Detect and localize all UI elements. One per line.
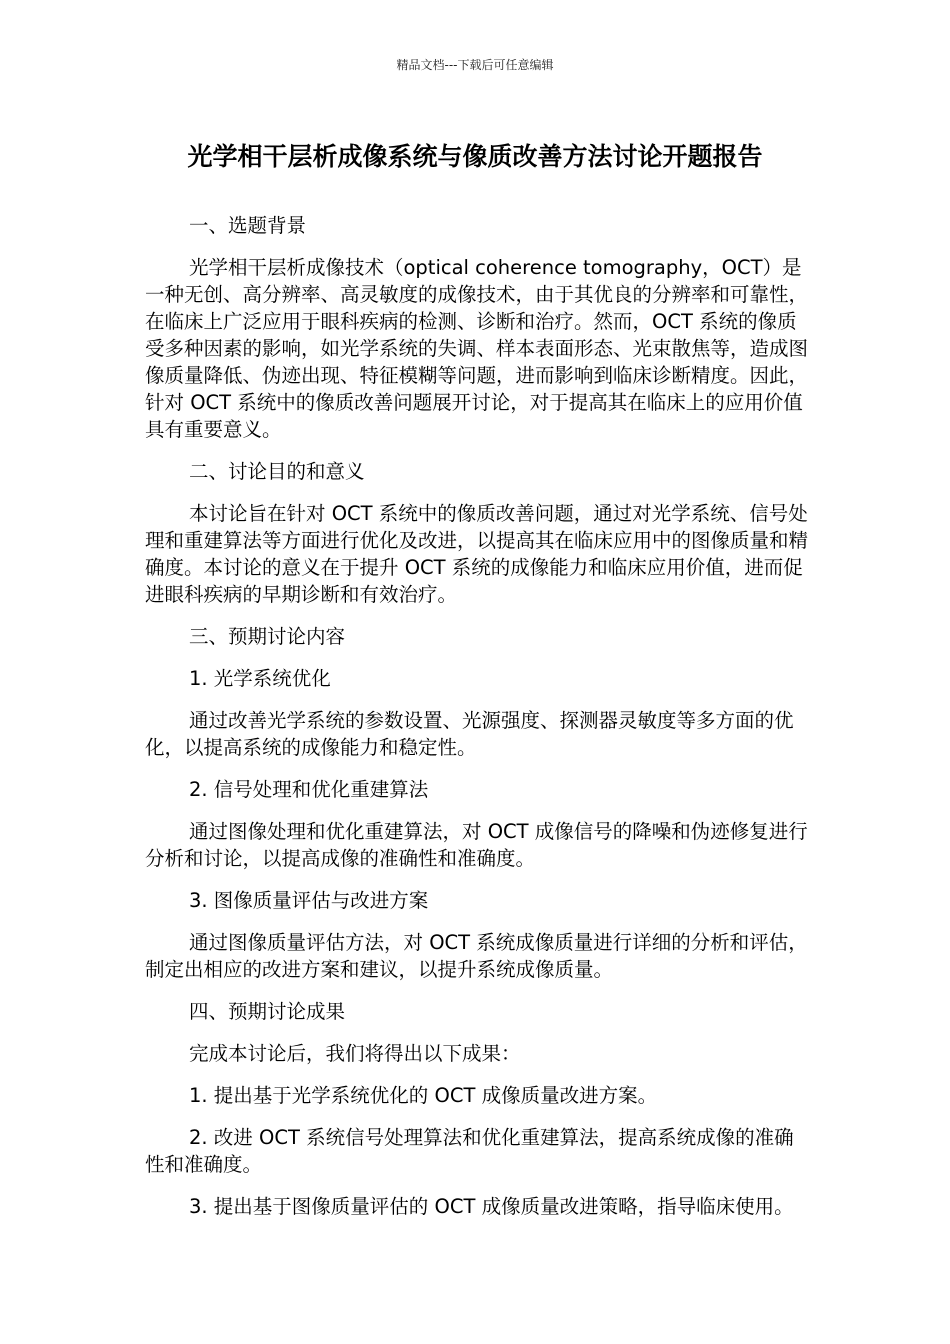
subheading-quality: 3. 图像质量评估与改进方案	[189, 889, 429, 912]
section-heading-purpose: 二、讨论目的和意义	[189, 460, 365, 483]
paragraph-purpose: 本讨论旨在针对 OCT 系统中的像质改善问题，通过对光学系统、信号处理和重建算法等方面进行优化及改进，以提高其在临床应用中的图像质量和精确度。本讨论的意义在于提升 OCT 系统的成像能力和临床应用价值，进而促进眼科疾病的早期诊断和有效治疗。	[145, 502, 809, 606]
section-heading-results: 四、预期讨论成果	[189, 1000, 346, 1023]
section-heading-background: 一、选题背景	[189, 214, 307, 237]
header-note: 精品文档---下载后可任意编辑	[396, 58, 554, 72]
result-item-1: 1. 提出基于光学系统优化的 OCT 成像质量改进方案。	[189, 1084, 658, 1107]
paragraph-quality: 通过图像质量评估方法，对 OCT 系统成像质量进行详细的分析和评估，制定出相应的改进方案和建议，以提升系统成像质量。	[145, 931, 808, 981]
document-title: 光学相干层析成像系统与像质改善方法讨论开题报告	[187, 142, 763, 171]
document-body	[145, 212, 810, 1235]
section-heading-content: 三、预期讨论内容	[189, 625, 346, 648]
subheading-optics: 1. 光学系统优化	[189, 667, 331, 690]
paragraph-signal: 通过图像处理和优化重建算法，对 OCT 成像信号的降噪和伪迹修复进行分析和讨论，以提高成像的准确性和准确度。	[145, 820, 808, 870]
result-item-3: 3. 提出基于图像质量评估的 OCT 成像质量改进策略，指导临床使用。	[189, 1195, 794, 1218]
paragraph-optics: 通过改善光学系统的参数设置、光源强度、探测器灵敏度等多方面的优化，以提高系统的成像能力和稳定性。	[145, 709, 794, 759]
result-item-2: 2. 改进 OCT 系统信号处理算法和优化重建算法，提高系统成像的准确性和准确度。	[145, 1126, 794, 1176]
subheading-signal: 2. 信号处理和优化重建算法	[189, 778, 429, 801]
paragraph-results-intro: 完成本讨论后，我们将得出以下成果：	[189, 1042, 521, 1065]
paragraph-background: 光学相干层析成像技术（optical coherence tomography，OCT）是一种无创、高分辨率、高灵敏度的成像技术，由于其优良的分辨率和可靠性，在临床上广泛应用于眼科疾病的检测、诊断和治疗。然而，OCT 系统的像质受多种因素的影响，如光学系统的失调、样本表面形态、光束散焦等，造成图像质量降低、伪迹出现、特征模糊等问题，进而影响到临床诊断精度。因此，针对 OCT 系统中的像质改善问题展开讨论，对于提高其在临床上的应用价值具有重要意义。	[145, 256, 809, 441]
